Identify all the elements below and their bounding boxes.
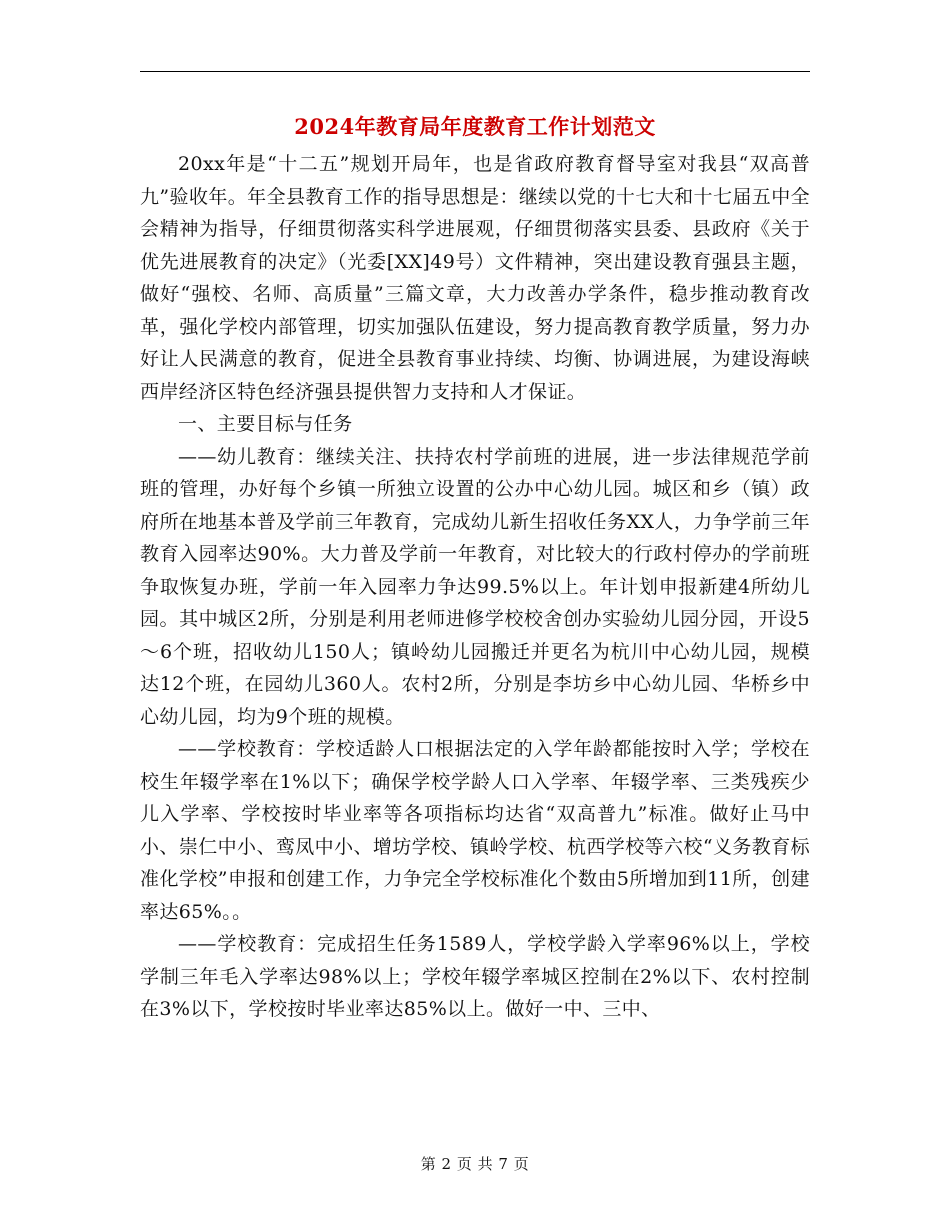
paragraph-school-education: ——学校教育：学校适龄人口根据法定的入学年龄都能按时入学；学校在校生年辍学率在1%以下；确保学校学龄人口入学率、年辍学率、三类残疾少儿入学率、学校按时毕业率等各项指标均达省“双高普九”标准。做好止马中小、崇仁中小、鸾凤中小、增坊学校、镇岭学校、杭西学校等六校“义务教育标准化学校”申报和创建工作，力争完全学校标准化个数由5所增加到11所，创建率达65%。。 [140,738,810,923]
page-number: 第 2 页 共 7 页 [420,1155,530,1173]
paragraph-preschool-education: ——幼儿教育：继续关注、扶持农村学前班的进展，进一步法律规范学前班的管理，办好每个乡镇一所独立设置的公办中心幼儿园。城区和乡（镇）政府所在地基本普及学前三年教育，完成幼儿新生招收任务XX人，力争学前三年教育入园率达90%。大力普及学前一年教育，对比较大的行政村停办的学前班争取恢复办班，学前一年入园率力争达99.5%以上。年计划申报新建4所幼儿园。其中城区2所，分别是利用老师进修学校校舍创办实验幼儿园分园，开设5～6个班，招收幼儿150人；镇岭幼儿园搬迁并更名为杭川中心幼儿园，规模达12个班，在园幼儿360人。农村2所，分别是李坊乡中心幼儿园、华桥乡中心幼儿园，均为9个班的规模。 [140,445,810,728]
document-body [140,148,810,1026]
header-rule [140,71,810,72]
paragraph-guiding-ideology: 20xx年是“十二五”规划开局年，也是省政府教育督导室对我县“双高普九”验收年。年全县教育工作的指导思想是：继续以党的十七大和十七届五中全会精神为指导，仔细贯彻落实科学进展观，仔细贯彻落实县委、县政府《关于优先进展教育的决定》（光委[XX]49号）文件精神，突出建设教育强县主题，做好“强校、名师、高质量”三篇文章，大力改善办学条件，稳步推动教育改革，强化学校内部管理，切实加强队伍建设，努力提高教育教学质量，努力办好让人民满意的教育，促进全县教育事业持续、均衡、协调进展，为建设海峡西岸经济区特色经济强县提供智力支持和人才保证。 [140,153,810,403]
section-heading-goals: 一、主要目标与任务 [178,413,353,435]
paragraph-school-education-enrollment: ——学校教育：完成招生任务1589人，学校学龄入学率96%以上，学校学制三年毛入学率达98%以上；学校年辍学率城区控制在2%以下、农村控制在3%以下，学校按时毕业率达85%以上。做好一中、三中、 [140,933,810,1020]
document-title: 2024年教育局年度教育工作计划范文 [294,114,656,139]
